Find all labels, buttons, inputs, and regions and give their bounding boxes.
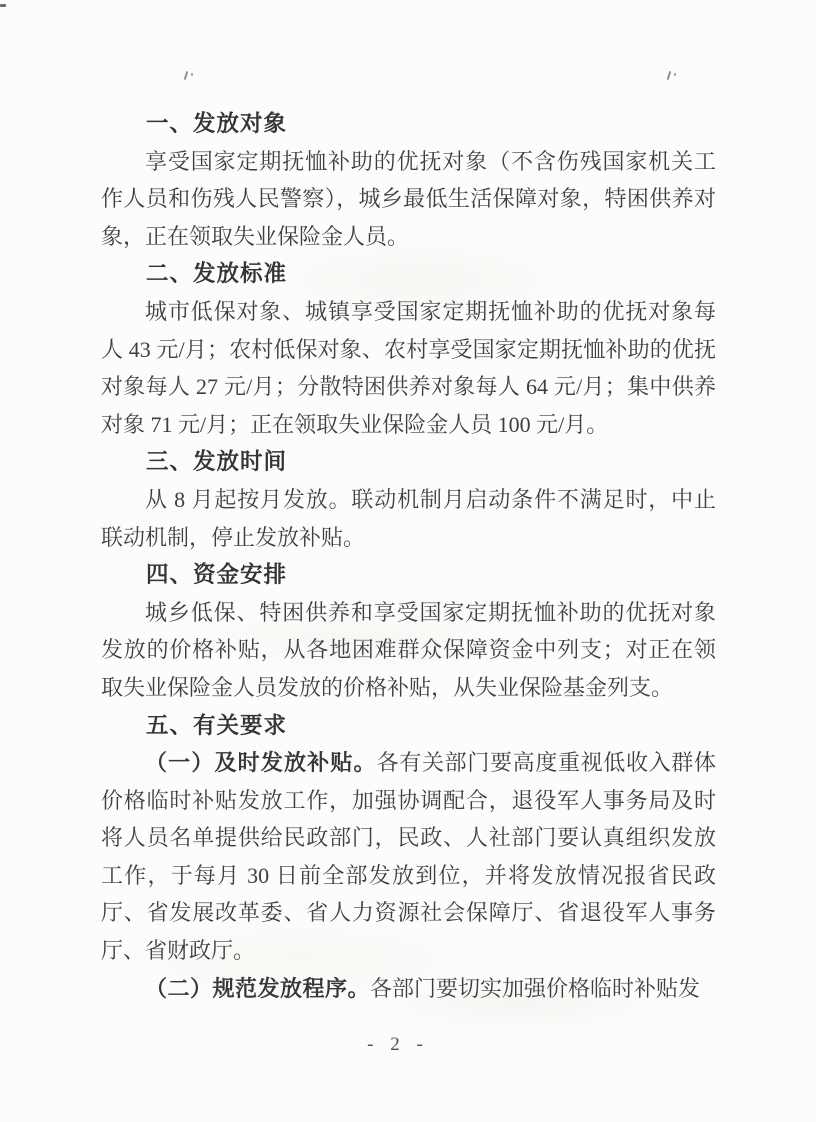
section-distribution-targets (101, 105, 716, 255)
paragraph (101, 481, 716, 556)
paragraph-text: 从 8 月起按月发放。联动机制月启动条件不满足时，中止联动机制，停止发放补贴。 (101, 486, 716, 550)
paragraph (101, 594, 716, 707)
page-number: - 2 - (367, 1034, 429, 1055)
section-distribution-time (101, 443, 716, 556)
scan-edge-mark (0, 4, 6, 7)
paragraph (101, 970, 716, 1008)
scan-speck-right (664, 70, 678, 82)
paragraph-text: 城乡低保、特困供养和享受国家定期抚恤补助的优抚对象发放的价格补贴，从各地困难群众保障资金中列支；对正在领取失业保险金人员发放的价格补贴，从失业保险基金列支。 (101, 599, 716, 700)
paragraph (101, 293, 716, 443)
section-heading: 三、发放时间 (146, 449, 288, 475)
section-fund-arrangement (101, 556, 716, 706)
paragraph-text: 城市低保对象、城镇享受国家定期抚恤补助的优抚对象每人 43 元/月；农村低保对象、农村享受国家定期抚恤补助的优抚对象每人 27 元/月；分散特困供养对象每人 64 元/月；集中供养对象 71 元/月；正在领取失业保险金人员 100 元/月。 (101, 298, 716, 437)
paragraph (101, 744, 716, 970)
section-heading: 五、有关要求 (146, 712, 288, 738)
document-body (101, 105, 716, 1007)
paragraph-lead: （一）及时发放补贴。 (145, 750, 377, 776)
scan-speck-left (181, 70, 195, 82)
section-heading: 一、发放对象 (146, 111, 288, 136)
paragraph-lead: （二）规范发放程序。 (145, 975, 371, 1001)
paragraph-text: 各有关部门要高度重视低收入群体价格临时补贴发放工作，加强协调配合，退役军人事务局及时将人员名单提供给民政部门，民政、人社部门要认真组织发放工作，于每月 30 日前全部发放到位，并将发放情况报省民政厅、省发展改革委、省人力资源社会保障厅、省退役军人事务厅、省财政厅。 (101, 750, 716, 964)
section-heading: 二、发放标准 (146, 261, 288, 287)
paragraph-text: 各部门要切实加强价格临时补贴发 (370, 975, 701, 1001)
section-distribution-standards (101, 255, 716, 443)
paragraph (101, 143, 716, 256)
paragraph-text: 享受国家定期抚恤补助的优抚对象（不含伤残国家机关工作人员和伤残人民警察），城乡最低生活保障对象，特困供养对象，正在领取失业保险金人员。 (101, 148, 716, 249)
section-heading: 四、资金安排 (146, 562, 288, 588)
section-requirements (101, 707, 716, 1008)
